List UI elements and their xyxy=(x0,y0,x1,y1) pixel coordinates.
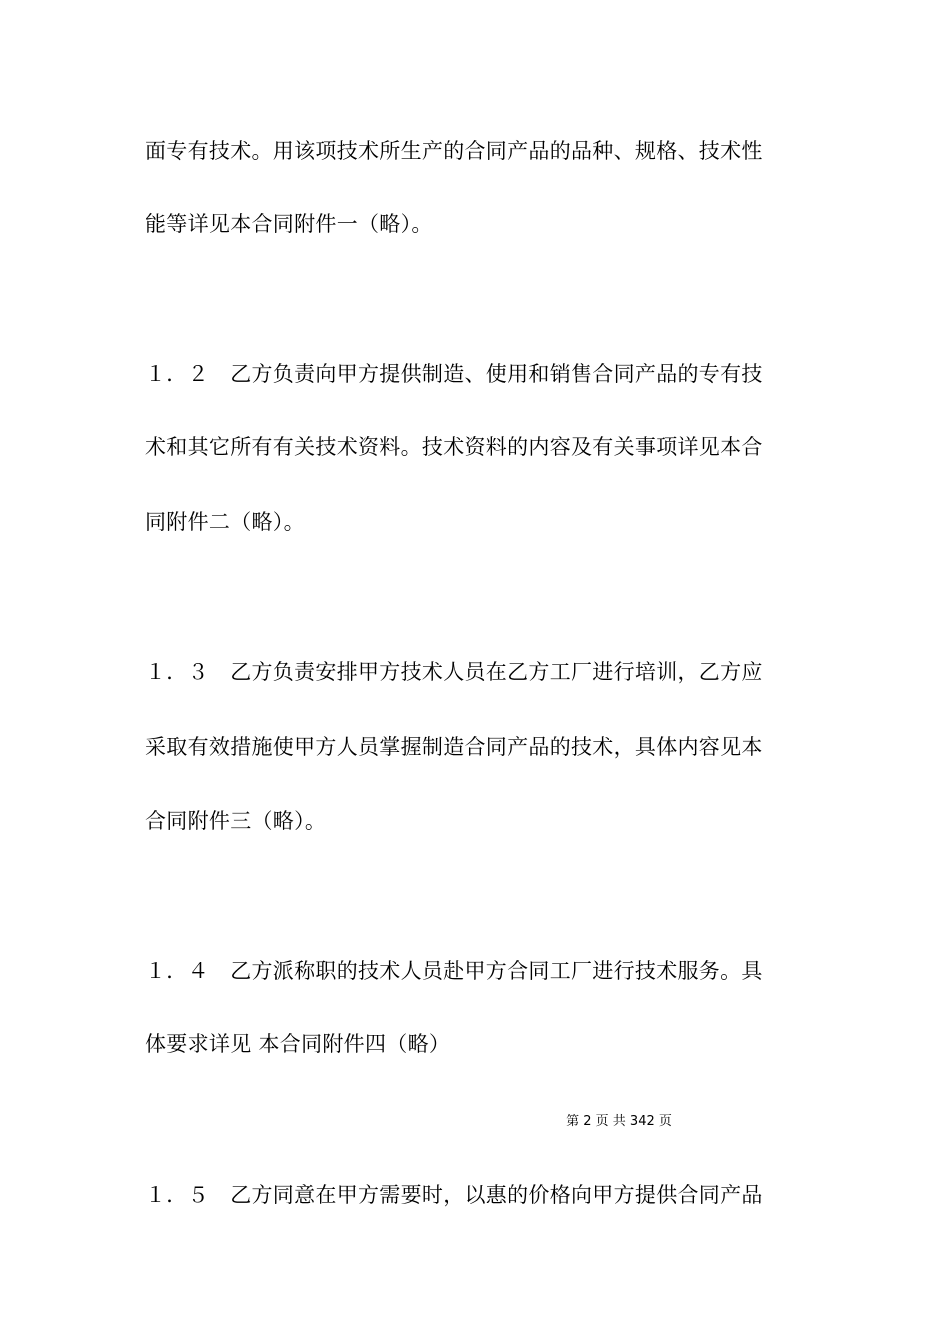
text-line: 术和其它所有有关技术资料。技术资料的内容及有关事项详见本合 xyxy=(145,435,763,459)
text-line: 同附件二（略）。 xyxy=(145,510,305,534)
clause-1-2-line: １．２ 乙方负责向甲方提供制造、使用和销售合同产品的专有技 xyxy=(145,362,763,386)
text-line: 面专有技术。用该项技术所生产的合同产品的品种、规格、技术性 xyxy=(145,139,763,163)
clause-1-4-line: １．４ 乙方派称职的技术人员赴甲方合同工厂进行技术服务。具 xyxy=(145,959,763,983)
text-line: 合同附件三（略）。 xyxy=(145,809,327,833)
page-number-footer: 第 2 页 共 342 页 xyxy=(566,1114,672,1129)
text-line: 采取有效措施使甲方人员掌握制造合同产品的技术，具体内容见本 xyxy=(145,735,763,759)
text-line: 体要求详见 本合同附件四（略） xyxy=(145,1032,451,1056)
text-line: 能等详见本合同附件一（略）。 xyxy=(145,212,433,236)
clause-1-5-line: １．５ 乙方同意在甲方需要时，以惠的价格向甲方提供合同产品 xyxy=(145,1183,763,1207)
clause-1-3-line: １．３ 乙方负责安排甲方技术人员在乙方工厂进行培训，乙方应 xyxy=(145,660,763,684)
